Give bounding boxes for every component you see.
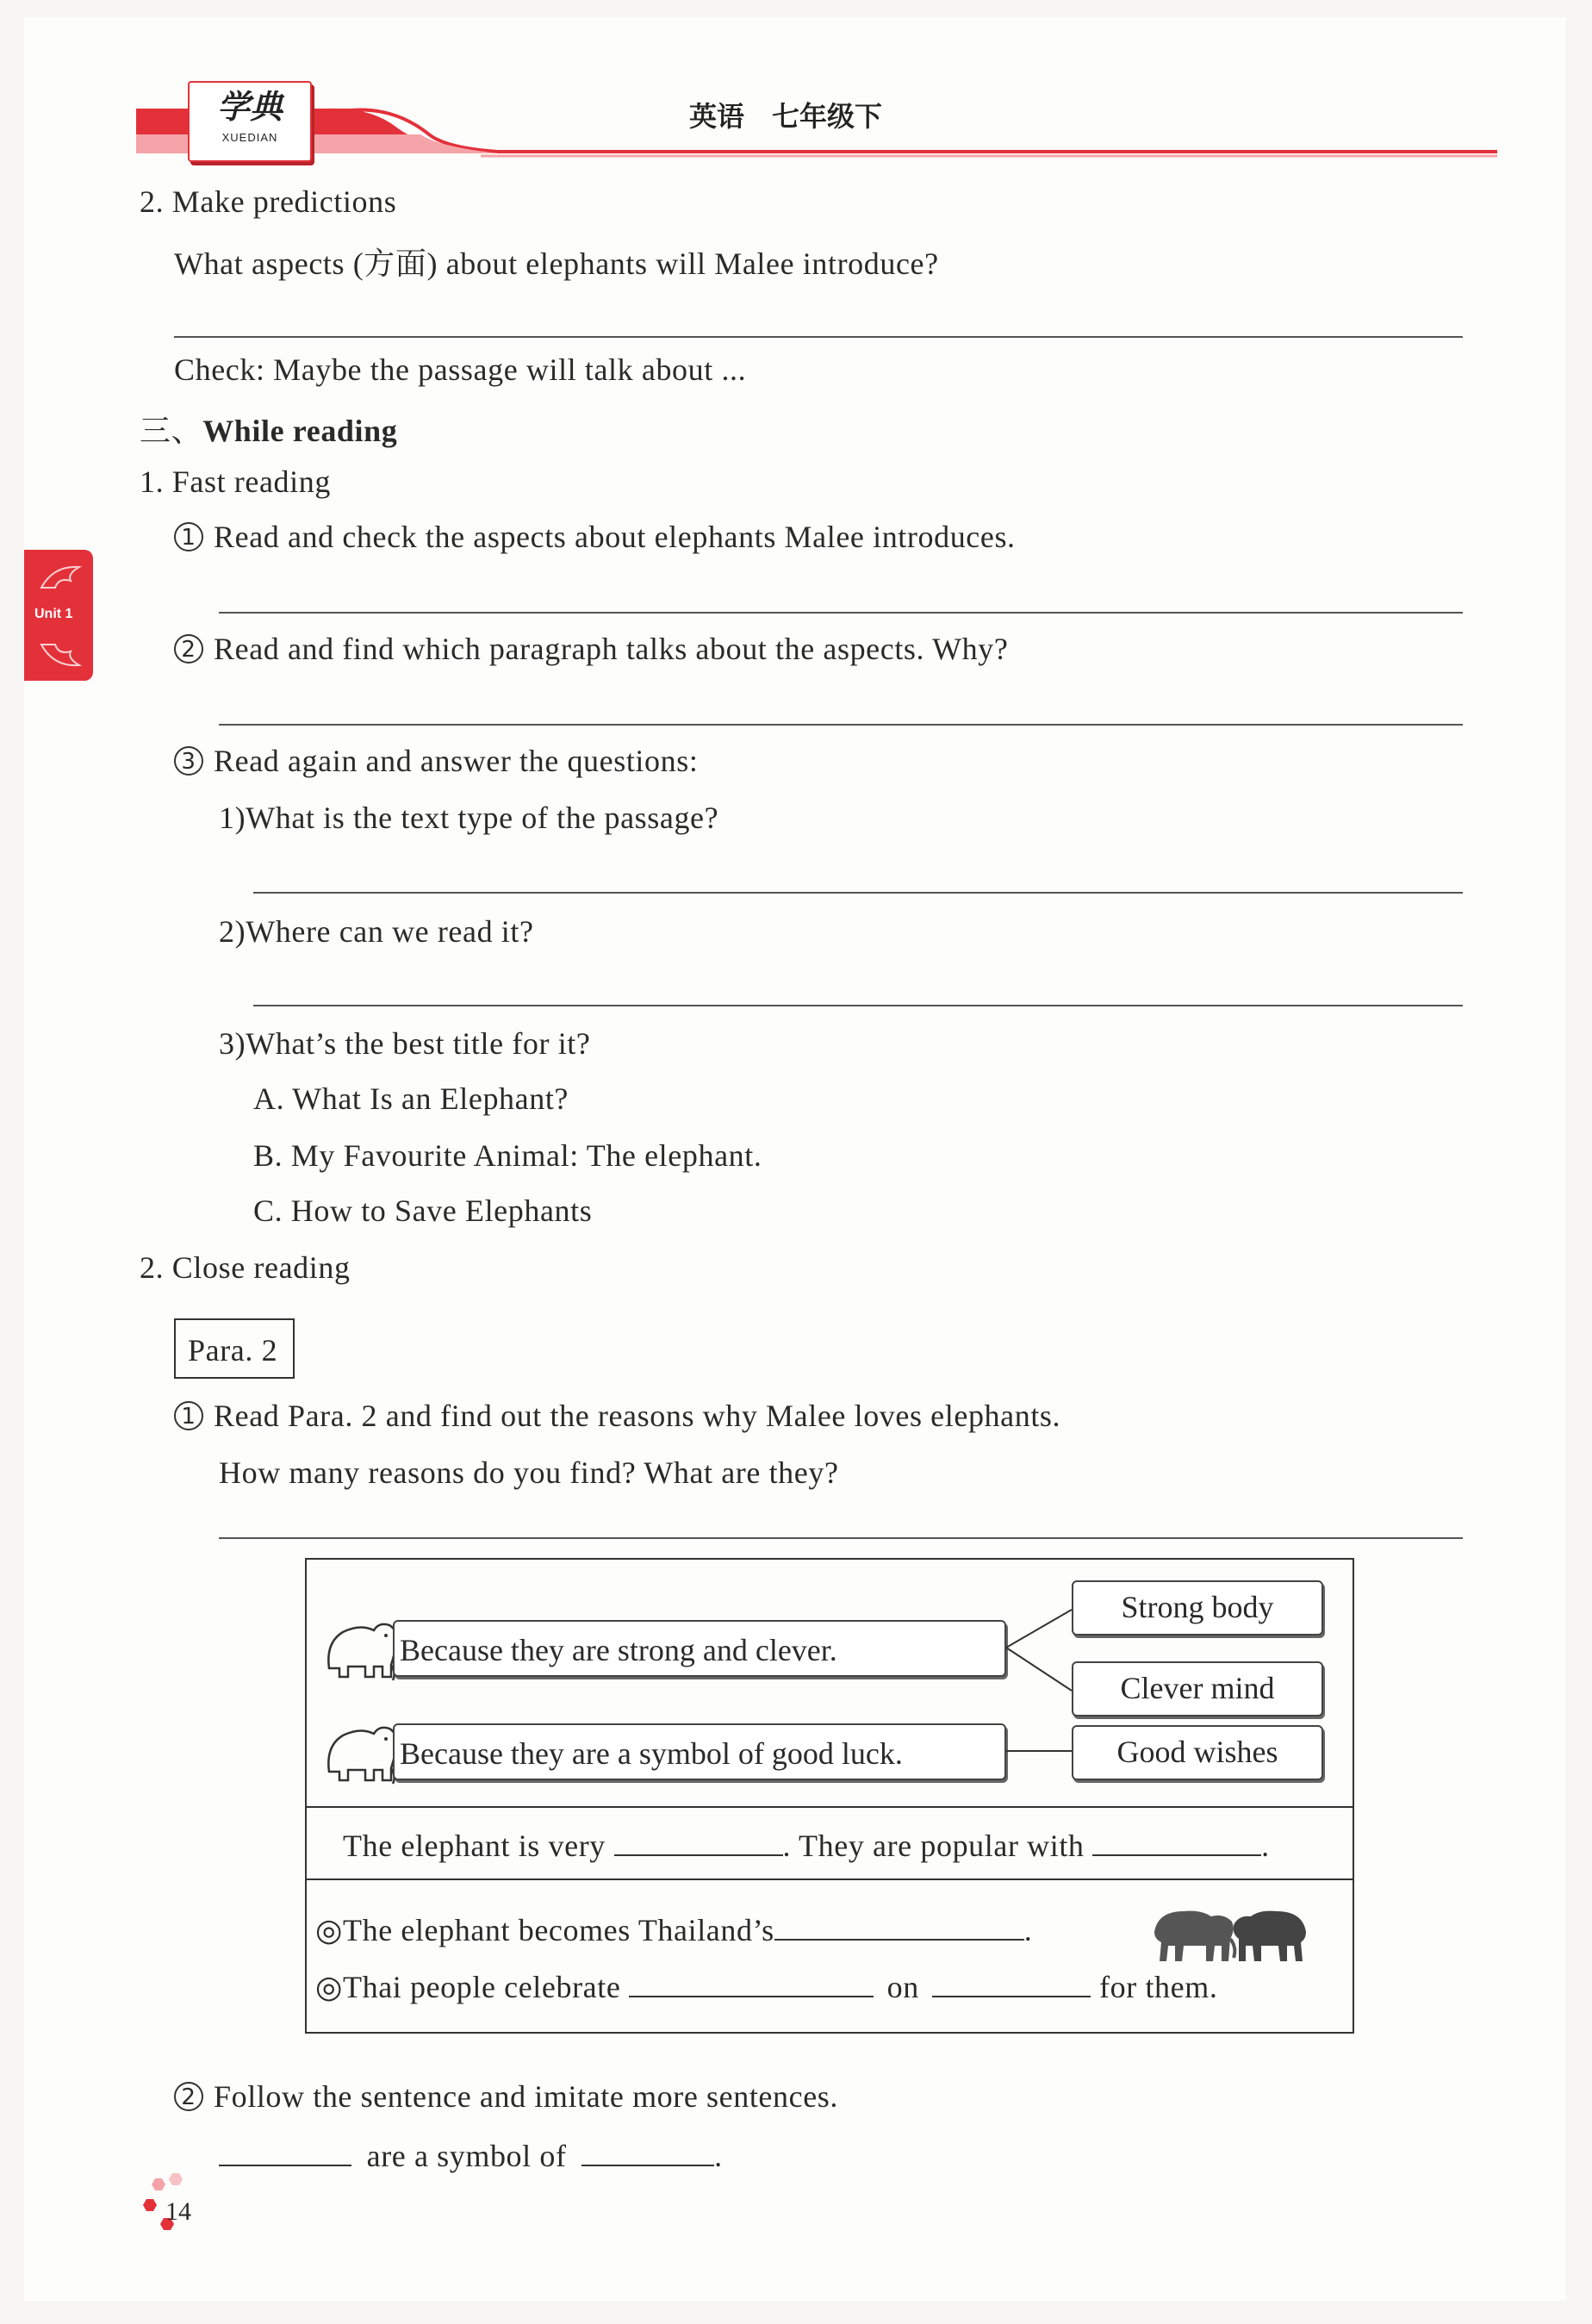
heading-text: While reading <box>202 414 398 448</box>
fact1-b: . <box>1023 1913 1033 1947</box>
close-q2 <box>174 2078 838 2115</box>
option-c[interactable]: C. How to Save Elephants <box>253 1193 593 1228</box>
fact2-b: on <box>886 1970 919 2004</box>
connector-lines <box>1006 1603 1075 1775</box>
brand-en: XUEDIAN <box>221 131 278 144</box>
unit-side-tab <box>24 550 93 681</box>
tag-good-wishes <box>1072 1725 1323 1780</box>
reason-box-2 <box>393 1723 1006 1780</box>
diagram-divider <box>307 1879 1353 1880</box>
wing-icon-lower <box>36 636 84 670</box>
summary-b: . They are popular with <box>782 1829 1085 1863</box>
answer-line[interactable] <box>219 724 1463 726</box>
circled-number: 1 <box>174 522 203 551</box>
option-a[interactable]: A. What Is an Elephant? <box>253 1081 569 1116</box>
circled-number: 1 <box>174 1401 203 1430</box>
sub-question-2: 2)Where can we read it? <box>219 914 534 949</box>
imitate-sentence <box>219 2135 723 2174</box>
page <box>24 17 1566 2301</box>
close-q1 <box>174 1398 1060 1434</box>
page-number: 14 <box>165 2197 191 2226</box>
fact1-a: ◎The elephant becomes Thailand’s <box>315 1913 774 1947</box>
brand-cn: 学典 <box>216 87 283 126</box>
blank-celebrate[interactable] <box>629 1966 874 1997</box>
fast-q1 <box>174 519 1016 555</box>
answer-line[interactable] <box>253 892 1463 894</box>
fact2-a: ◎Thai people celebrate <box>315 1970 621 2004</box>
option-b[interactable]: B. My Favourite Animal: The elephant. <box>253 1138 762 1173</box>
blank-subject[interactable] <box>219 2135 351 2166</box>
tag-2: Clever mind <box>1120 1671 1275 1705</box>
subject-title: 英语 七年级下 <box>689 100 883 133</box>
tag-strong-body <box>1072 1580 1323 1636</box>
blank-thailand[interactable] <box>774 1910 1024 1941</box>
fast-q3-text: Read again and answer the questions: <box>214 744 699 778</box>
tag-3: Good wishes <box>1116 1735 1278 1769</box>
close-q1-line2: How many reasons do you find? What are they? <box>219 1455 839 1490</box>
fast-q2-text: Read and find which paragraph talks about the aspects. Why? <box>214 632 1009 666</box>
reason-box-1 <box>393 1620 1006 1677</box>
sub-question-1: 1)What is the text type of the passage? <box>219 801 719 835</box>
elephant-icon <box>322 1617 401 1682</box>
imitate-end: . <box>714 2139 723 2173</box>
para-label: Para. 2 <box>188 1333 278 1368</box>
circled-number: 2 <box>174 2082 203 2111</box>
sub-question-3: 3)What’s the best title for it? <box>219 1026 591 1061</box>
while-reading-heading <box>140 407 397 451</box>
fast-reading-title: 1. Fast reading <box>140 464 331 499</box>
reason-1: Because they are strong and clever. <box>400 1633 837 1667</box>
elephant-icon <box>322 1720 401 1785</box>
summary-a: The elephant is very <box>343 1829 606 1863</box>
heading-number: 三、 <box>140 414 203 449</box>
reason-2: Because they are a symbol of good luck. <box>400 1736 903 1771</box>
fact-1 <box>315 1910 1032 1948</box>
fact2-c: for them. <box>1099 1970 1218 2004</box>
summary-c: . <box>1261 1829 1270 1863</box>
brand-logo <box>188 81 312 162</box>
blank-date[interactable] <box>932 1966 1091 1997</box>
answer-line[interactable] <box>219 612 1463 614</box>
circled-number: 3 <box>174 746 203 776</box>
blank-popular[interactable] <box>1092 1825 1261 1856</box>
blank-very[interactable] <box>614 1825 783 1856</box>
answer-line[interactable] <box>174 336 1463 338</box>
predictions-question: What aspects (方面) about elephants will Malee introduce? <box>174 246 939 281</box>
imitate-mid: are a symbol of <box>366 2139 567 2173</box>
unit-label: Unit 1 <box>34 607 73 621</box>
fast-q3 <box>174 743 698 779</box>
circled-number: 2 <box>174 634 203 664</box>
blank-object[interactable] <box>581 2135 714 2166</box>
close-q2-text: Follow the sentence and imitate more sentences. <box>214 2079 838 2114</box>
wing-icon <box>36 562 84 596</box>
answer-line[interactable] <box>219 1537 1463 1539</box>
elephants-photo-icon <box>1149 1901 1311 1970</box>
tag-1: Strong body <box>1121 1590 1274 1624</box>
close-q1-text: Read Para. 2 and find out the reasons why Malee loves elephants. <box>214 1399 1061 1433</box>
close-reading-title: 2. Close reading <box>140 1250 351 1285</box>
fact-2 <box>315 1966 1217 2005</box>
diagram-divider <box>307 1806 1353 1808</box>
fast-q1-text: Read and check the aspects about elephants Malee introduces. <box>214 520 1016 554</box>
predictions-title: 2. Make predictions <box>140 184 397 219</box>
fast-q2 <box>174 631 1008 667</box>
summary-sentence <box>343 1825 1270 1864</box>
check-text: Check: Maybe the passage will talk about ... <box>174 352 747 387</box>
answer-line[interactable] <box>253 1005 1463 1006</box>
reasons-diagram <box>305 1558 1354 2034</box>
tag-clever-mind <box>1072 1661 1323 1717</box>
para-label-box <box>174 1318 295 1379</box>
